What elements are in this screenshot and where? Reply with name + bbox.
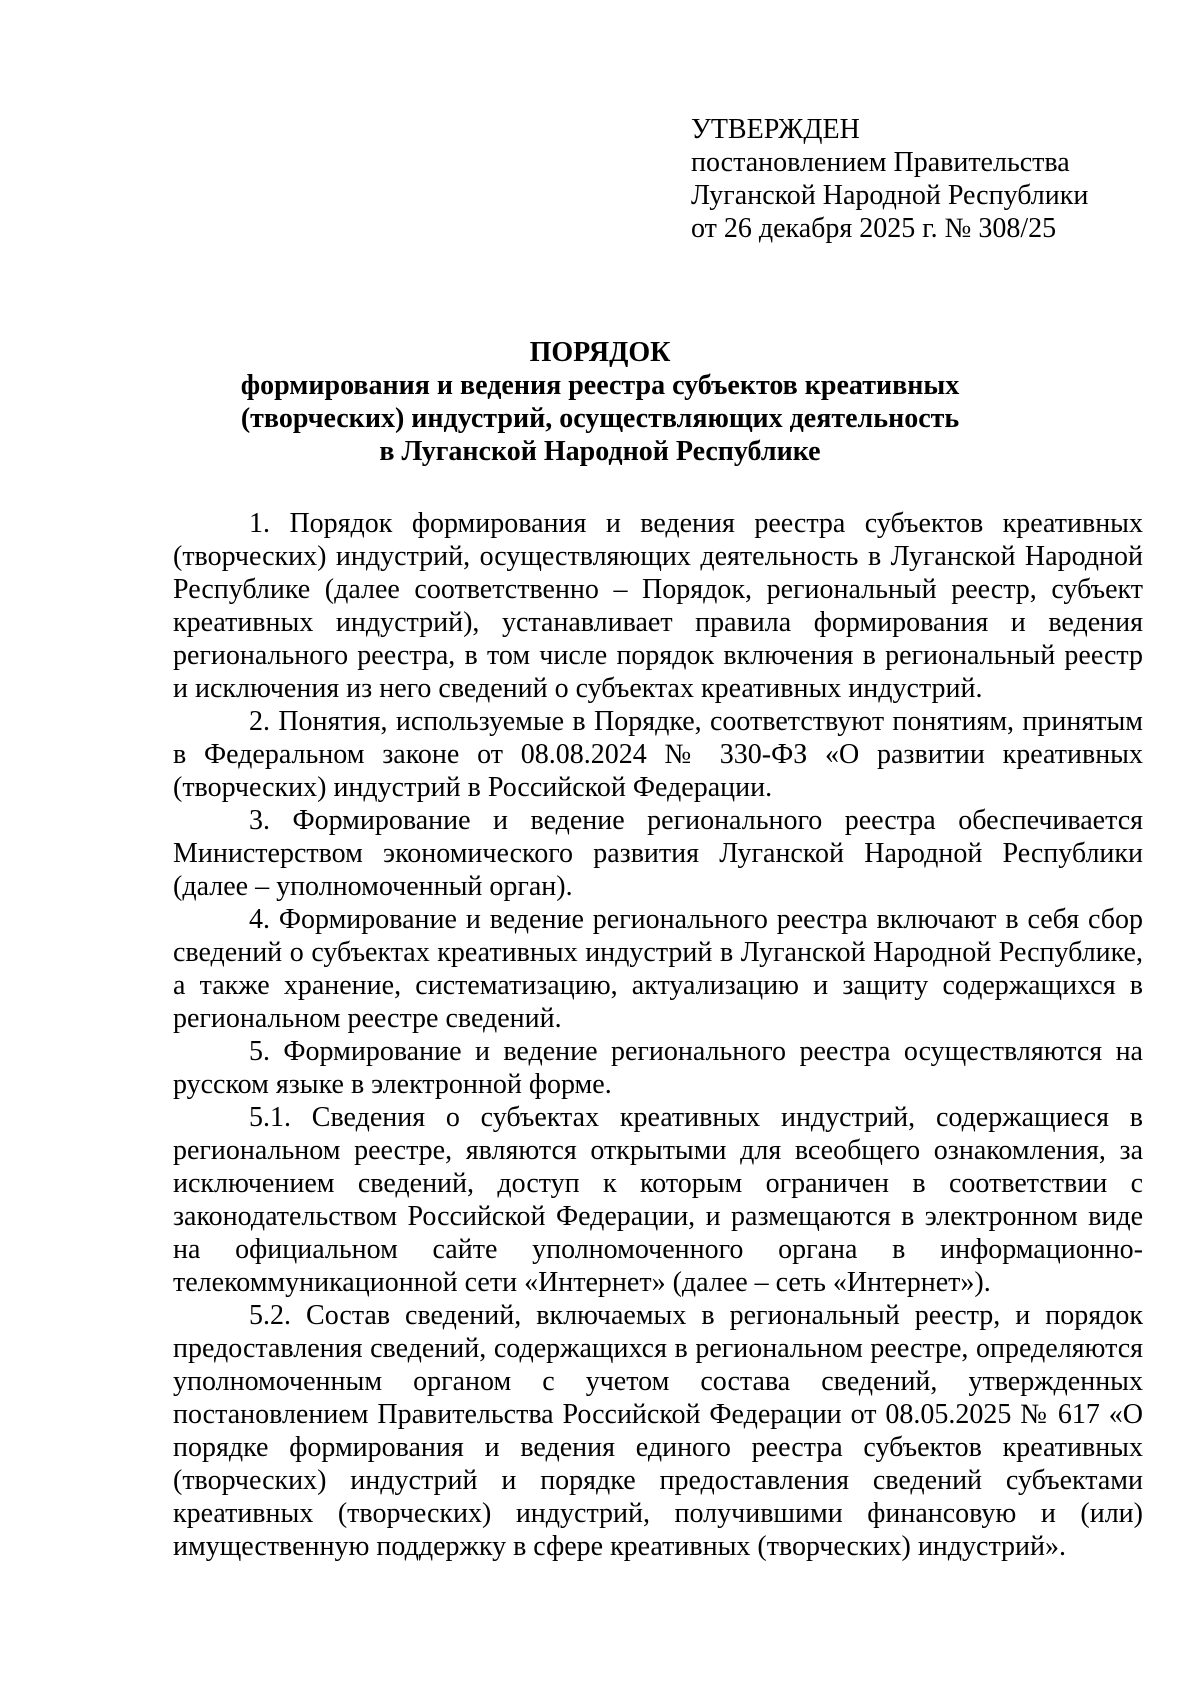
document-title bbox=[100, 336, 1100, 468]
title-heading: ПОРЯДОК bbox=[529, 337, 671, 368]
paragraph-3: 3. Формирование и ведение регионального реестра обеспечивается Министерством экономического развития Луганской Народной Республики (далее – уполномоченный орган). bbox=[173, 805, 1143, 902]
paragraph-2: 2. Понятия, используемые в Порядке, соответствуют понятиям, принятым в Федеральном законе от 08.08.2024 № 330-ФЗ «О развитии креативных (творческих) индустрий в Российской Федерации. bbox=[173, 706, 1143, 803]
paragraph-5: 5. Формирование и ведение регионального реестра осуществляются на русском языке в электронной форме. bbox=[173, 1036, 1143, 1100]
approval-stamp bbox=[691, 113, 1171, 245]
approval-line: постановлением Правительства bbox=[691, 147, 1070, 178]
title-line: (творческих) индустрий, осуществляющих деятельность bbox=[240, 403, 960, 434]
approval-heading: УТВЕРЖДЕН bbox=[691, 114, 860, 145]
approval-line: Луганской Народной Республики bbox=[691, 180, 1089, 211]
paragraph-5-2: 5.2. Состав сведений, включаемых в региональный реестр, и порядок предоставления сведений, содержащихся в региональном реестре, определяются уполномоченным органом с учетом состава сведений, утвержденных постановлением Правительства Российской Федерации от 08.05.2025 № 617 «О порядке формирования и ведения единого реестра субъектов креативных (творческих) индустрий и порядке предоставления сведений субъектами креативных (творческих) индустрий, получившими финансовую и (или) имущественную поддержку в сфере креативных (творческих) индустрий». bbox=[173, 1300, 1143, 1562]
document-body bbox=[173, 507, 1143, 1563]
title-line: в Луганской Народной Республике bbox=[379, 436, 821, 467]
paragraph-1: 1. Порядок формирования и ведения реестра субъектов креативных (творческих) индустрий, осуществляющих деятельность в Луганской Народной Республике (далее соответственно – Порядок, региональный реестр, субъект креативных индустрий), устанавливает правила формирования и ведения регионального реестра, в том числе порядок включения в региональный реестр и исключения из него сведений о субъектах креативных индустрий. bbox=[173, 508, 1143, 704]
paragraph-4: 4. Формирование и ведение регионального реестра включают в себя сбор сведений о субъектах креативных индустрий в Луганской Народной Республике, а также хранение, систематизацию, актуализацию и защиту содержащихся в региональном реестре сведений. bbox=[173, 904, 1143, 1034]
approval-date-number: от 26 декабря 2025 г. № 308/25 bbox=[691, 213, 1057, 244]
title-line: формирования и ведения реестра субъектов креативных bbox=[240, 370, 960, 401]
paragraph-5-1: 5.1. Сведения о субъектах креативных индустрий, содержащиеся в региональном реестре, являются открытыми для всеобщего ознакомления, за исключением сведений, доступ к которым ограничен в соответствии с законодательством Российской Федерации, и размещаются в электронном виде на официальном сайте уполномоченного органа в информационно-телекоммуникационной сети «Интернет» (далее – сеть «Интернет»). bbox=[173, 1102, 1143, 1298]
